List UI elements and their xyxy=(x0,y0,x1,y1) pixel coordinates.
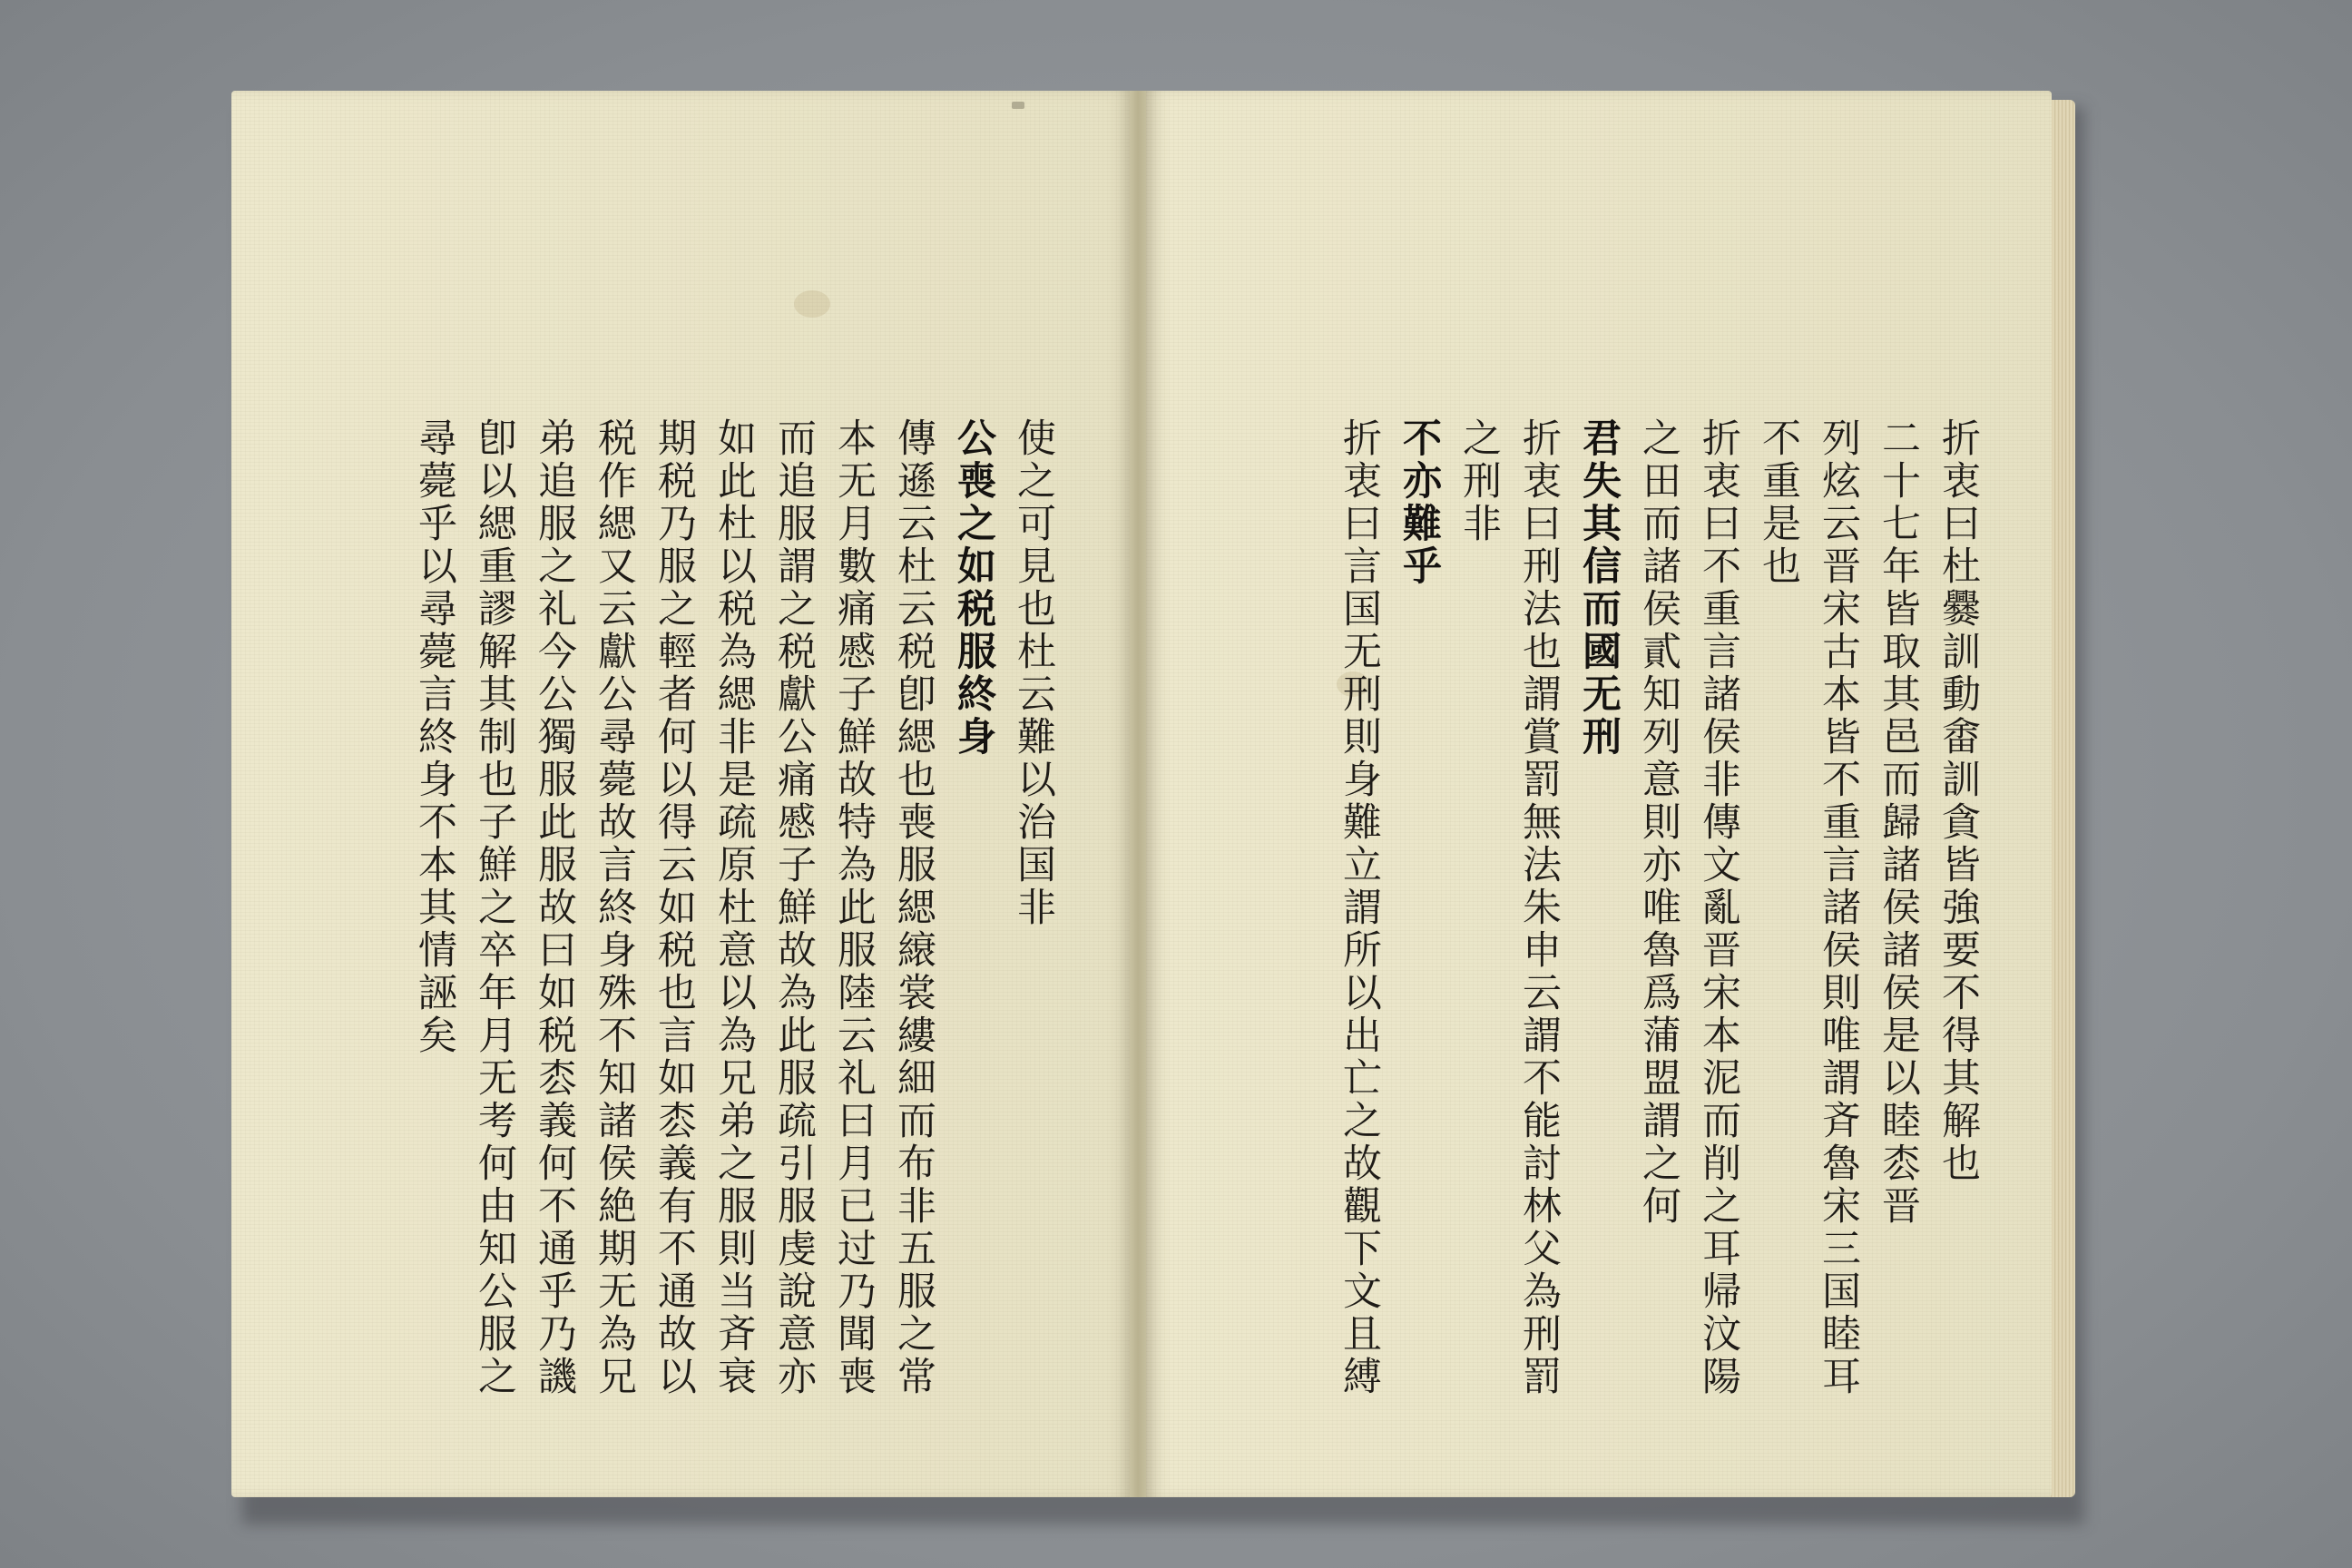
text-column: 如此杜以税為緦非是疏原杜意以為兄弟之服則当斉衰 xyxy=(711,417,757,1398)
text-column: 使之可見也杜云難以治国非 xyxy=(1011,417,1056,929)
text-column: 尋薨乎以尋薨言終身不本其情誣矣 xyxy=(412,417,457,1057)
text-column: 之刑非 xyxy=(1456,417,1502,545)
text-column: 折衷曰刑法也謂賞罰無法朱申云謂不能討林父為刑罰 xyxy=(1516,417,1562,1398)
text-column: 而追服謂之税獻公痛慼子鮮故為此服疏引服虔說意亦 xyxy=(771,417,817,1398)
right-page-text xyxy=(1329,417,1988,1461)
text-heading-column: 公喪之如税服終身 xyxy=(951,417,996,759)
text-heading-column: 君失其信而國无刑 xyxy=(1576,417,1622,759)
text-column: 卽以緦重謬解其制也子鮮之卒年月无考何由知公服之 xyxy=(472,417,517,1398)
page-edges xyxy=(2048,100,2075,1497)
text-column: 列炫云晋宋古本皆不重言諸侯則唯謂斉魯宋三国睦耳 xyxy=(1816,417,1861,1398)
text-column: 二十七年皆取其邑而歸諸侯諸侯是以睦枩晋 xyxy=(1876,417,1921,1228)
book-gutter xyxy=(1130,91,1148,1497)
text-column: 本无月數痛慼子鮮故特為此服陸云礼曰月已过乃聞喪 xyxy=(831,417,877,1398)
text-column: 折衷曰杜爨訓動畬訓貪皆強要不得其解也 xyxy=(1936,417,1981,1185)
text-column: 之田而諸侯貳知列意則亦唯魯爲蒲盟謂之何 xyxy=(1636,417,1681,1228)
right-page xyxy=(1146,91,2052,1497)
text-column: 傳遜云杜云税卽緦也喪服緦縗裳縷細而布非五服之常 xyxy=(891,417,936,1398)
text-column: 折衷曰不重言諸侯非傳文亂晋宋本泥而削之耳帰汶陽 xyxy=(1696,417,1741,1398)
open-book xyxy=(231,91,2073,1508)
left-page-text xyxy=(405,417,1063,1461)
text-column: 期税乃服之輕者何以得云如税也言如枩義有不通故以 xyxy=(652,417,697,1398)
text-column: 不重是也 xyxy=(1756,417,1801,588)
text-column: 弟追服之礼今公獨服此服故曰如税枩義何不通乎乃譏 xyxy=(532,417,577,1398)
binding-mark xyxy=(1012,102,1024,109)
text-column: 税作緦又云獻公尋薨故言終身殊不知諸侯絶期无為兄 xyxy=(592,417,637,1398)
paper-stain xyxy=(794,290,830,318)
text-heading-column: 不亦難乎 xyxy=(1396,417,1442,588)
left-page xyxy=(231,91,1132,1497)
text-column: 折衷曰言国无刑則身難立謂所以出亡之故觀下文且縛 xyxy=(1337,417,1382,1398)
